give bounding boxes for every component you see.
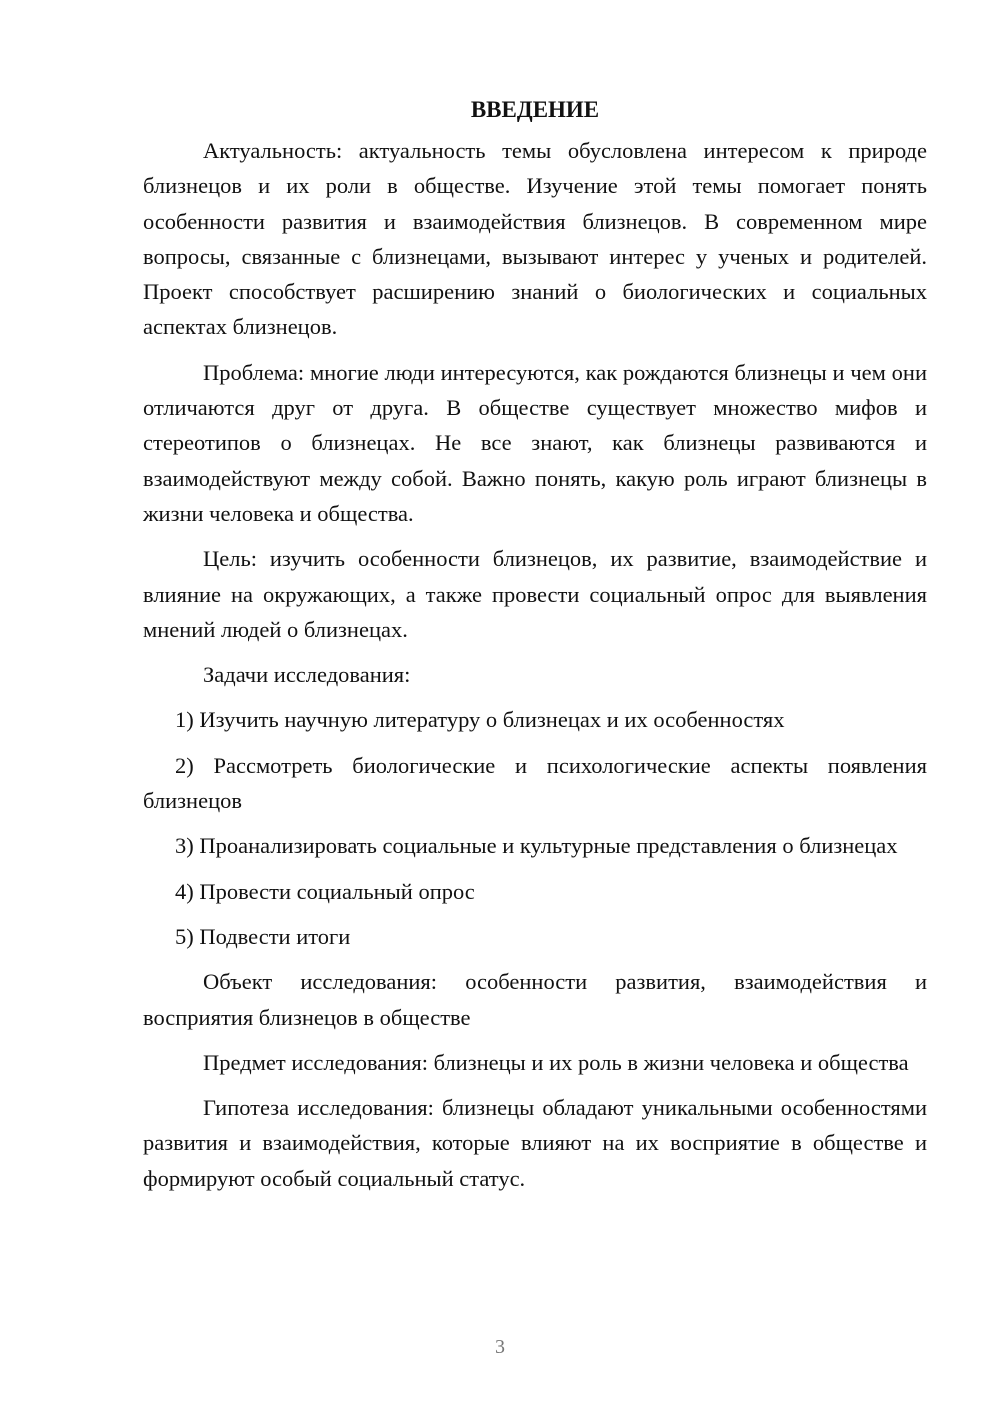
- section-title: ВВЕДЕНИЕ: [470, 97, 600, 122]
- task-item: 2) Рассмотреть биологические и психологические аспекты появления близнецов: [143, 752, 927, 814]
- task-item: 3) Проанализировать социальные и культурные представления о близнецах: [175, 833, 898, 859]
- tasks-heading: Задачи исследования:: [203, 662, 411, 688]
- page-number: 3: [495, 1336, 505, 1358]
- problem-paragraph: Проблема: многие люди интересуются, как рождаются близнецы и чем они отличаются друг от друга. В обществе существует множество мифов и стереотипов о близнецах. Не все знают, как близнецы развиваются и взаимодействуют между собой. Важно понять, какую роль играют близнецы в жизни человека и общества.: [143, 359, 927, 526]
- tasks-list: [143, 702, 927, 954]
- goal-paragraph: Цель: изучить особенности близнецов, их развитие, взаимодействие и влияние на окружающих, а также провести социальный опрос для выявления мнений людей о близнецах.: [143, 546, 927, 642]
- document-page: [143, 92, 927, 1206]
- relevance-paragraph: Актуальность: актуальность темы обусловлена интересом к природе близнецов и их роли в обществе. Изучение этой темы помогает понять особенности развития и взаимодействия близнецов. В современном мире вопросы, связанные с близнецами, вызывают интерес у ученых и родителей. Проект способствует расширению знаний о биологических и социальных аспектах близнецов.: [143, 138, 927, 340]
- subject-paragraph: Предмет исследования: близнецы и их роль в жизни человека и общества: [203, 1049, 909, 1075]
- task-item: 5) Подвести итоги: [175, 923, 351, 949]
- task-item: 1) Изучить научную литературу о близнецах и их особенностях: [175, 707, 785, 733]
- hypothesis-paragraph: Гипотеза исследования: близнецы обладают уникальными особенностями развития и взаимодействия, которые влияют на их восприятие в обществе и формируют особый социальный статус.: [143, 1095, 927, 1191]
- task-item: 4) Провести социальный опрос: [175, 878, 475, 904]
- object-paragraph: Объект исследования: особенности развития, взаимодействия и восприятия близнецов в обществе: [143, 969, 927, 1030]
